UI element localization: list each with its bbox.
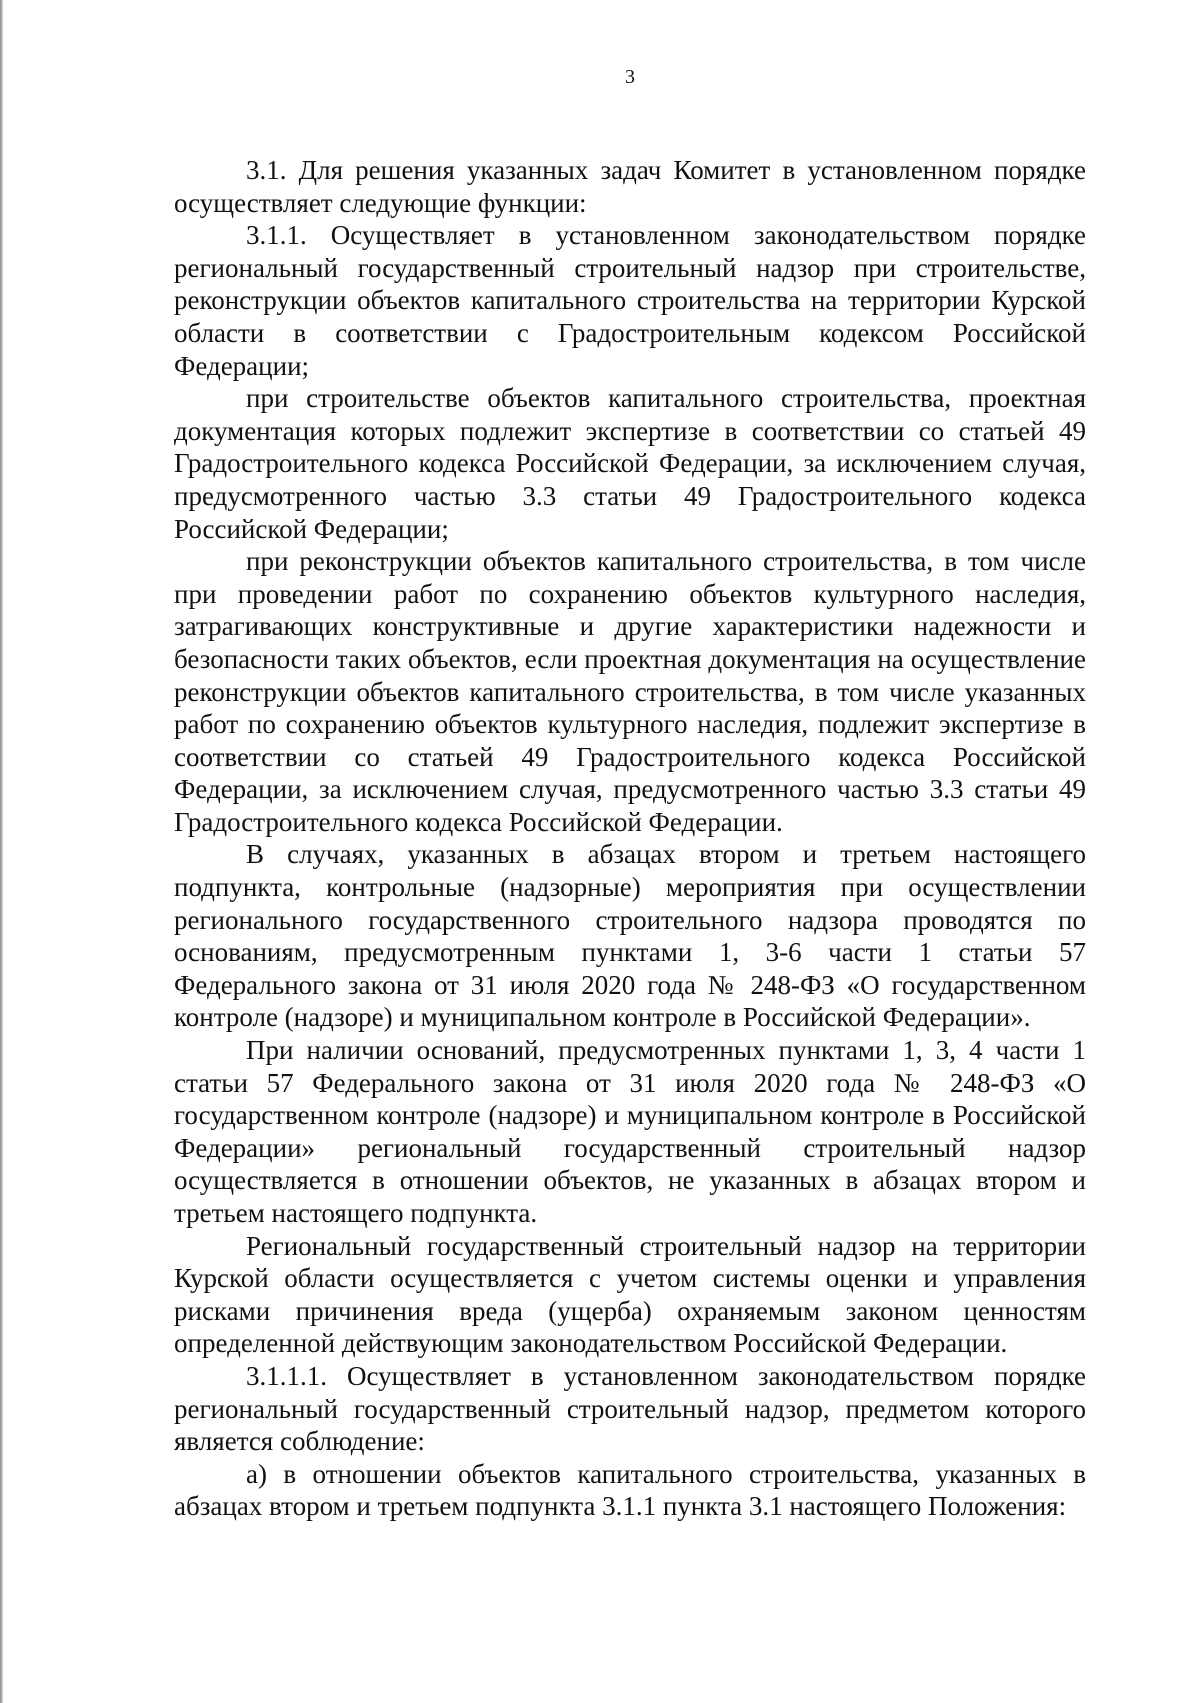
paragraph-control-events: В случаях, указанных в абзацах втором и третьем настоящего подпункта, контрольные (надзорные) мероприятия при осуществлении регионального государственного строительного надзора проводятся по основаниям, предусмотренным пунктами 1, 3-6 части 1 статьи 57 Федерального закона от 31 июля 2020 года № 248-ФЗ «О государственном контроле (надзоре) и муниципальном контроле в Российской Федерации».: [174, 839, 1086, 1033]
page-number: 3: [625, 66, 635, 88]
paragraph-3-1-1: 3.1.1. Осуществляет в установленном законодательством порядке региональный государственный строительный надзор при строительстве, реконструкции объектов капитального строительства на территории Курской области в соответствии с Градостроительным кодексом Российской Федерации;: [174, 220, 1086, 381]
paragraph-risk-system: Региональный государственный строительный надзор на территории Курской области осуществляется с учетом системы оценки и управления рисками причинения вреда (ущерба) охраняемым законом ценностям определенной действующим законодательством Российской Федерации.: [174, 1230, 1086, 1359]
document-page: [174, 64, 1086, 1523]
paragraph-3-1: 3.1. Для решения указанных задач Комитет в установленном порядке осуществляет следующие функции:: [174, 155, 1086, 218]
paragraph-construction: при строительстве объектов капитального строительства, проектная документация которых подлежит экспертизе в соответствии со статьей 49 Градостроительного кодекса Российской Федерации, за исключением случая, предусмотренного частью 3.3 статьи 49 Градостроительного кодекса Российской Федерации;: [174, 383, 1086, 544]
scan-edge: [0, 0, 3, 1703]
paragraph-3-1-1-1: 3.1.1.1. Осуществляет в установленном законодательством порядке региональный государственный строительный надзор, предметом которого является соблюдение:: [174, 1360, 1086, 1457]
paragraph-other-objects: При наличии оснований, предусмотренных пунктами 1, 3, 4 части 1 статьи 57 Федерального закона от 31 июля 2020 года № 248-ФЗ «О государственном контроле (надзоре) и муниципальном контроле в Российской Федерации» региональный государственный строительный надзор осуществляется в отношении объектов, не указанных в абзацах втором и третьем настоящего подпункта.: [174, 1035, 1086, 1228]
paragraph-reconstruction: при реконструкции объектов капитального строительства, в том числе при проведении работ по сохранению объектов культурного наследия, затрагивающих конструктивные и другие характеристики надежности и безопасности таких объектов, если проектная документация на осуществление реконструкции объектов капитального строительства, в том числе указанных работ по сохранению объектов культурного наследия, подлежит экспертизе в соответствии со статьей 49 Градостроительного кодекса Российской Федерации, за исключением случая, предусмотренного частью 3.3 статьи 49 Градостроительного кодекса Российской Федерации.: [174, 546, 1086, 837]
paragraph-item-a: а) в отношении объектов капитального строительства, указанных в абзацах втором и третьем подпункта 3.1.1 пункта 3.1 настоящего Положения:: [174, 1458, 1086, 1522]
